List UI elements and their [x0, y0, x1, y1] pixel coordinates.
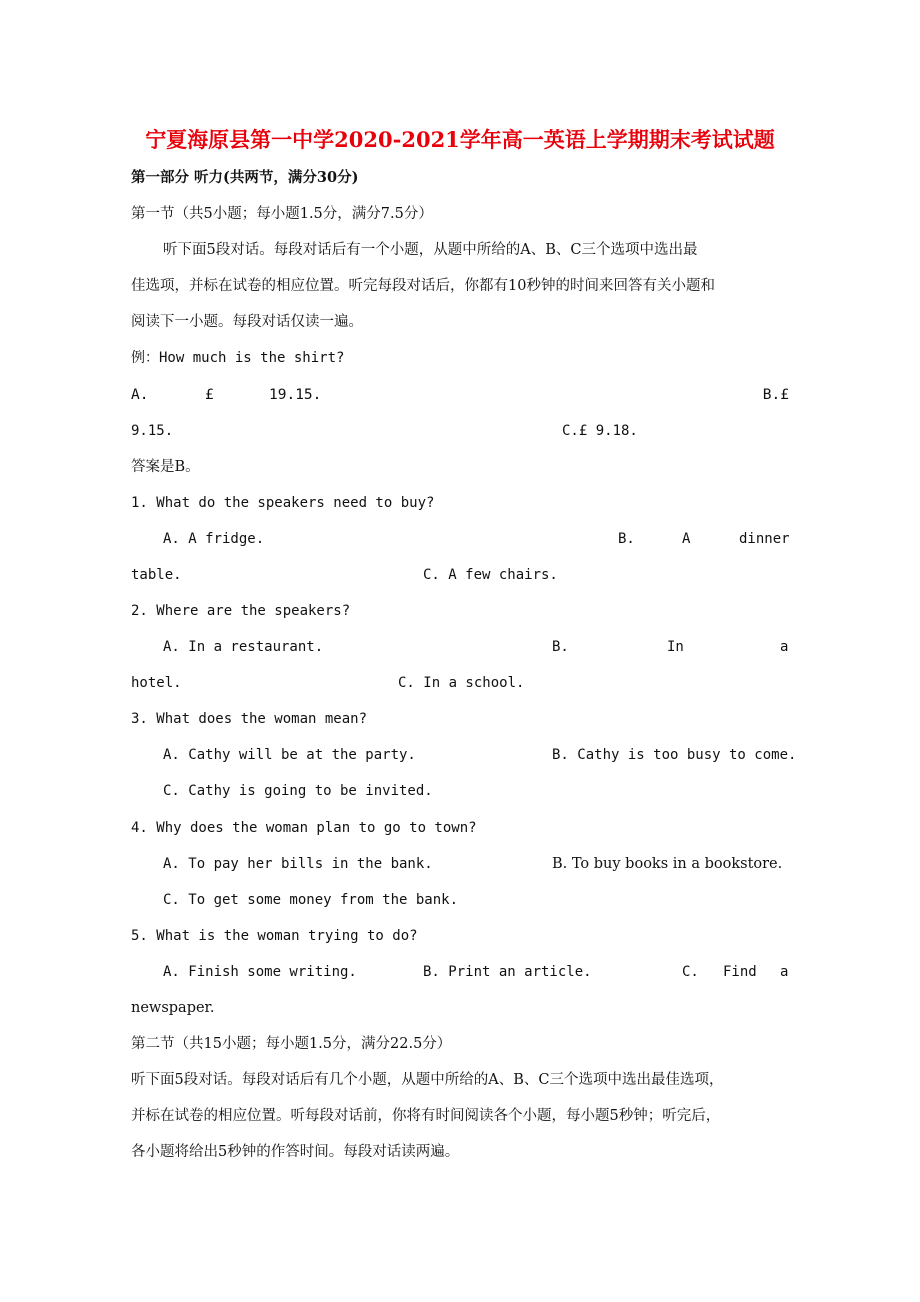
question-5: 5. What is the woman trying to do?	[131, 928, 418, 944]
q3-option-a: A. Cathy will be at the party.	[163, 747, 416, 763]
question-2: 2. Where are the speakers?	[131, 603, 351, 619]
section1-instruction-line: 阅读下一小题。每段对话仅读一遍。	[131, 314, 363, 330]
q3-option-c: C. Cathy is going to be invited.	[163, 783, 433, 799]
q1-option-b-end: table.	[131, 567, 182, 583]
q1-option-b-label: B.	[618, 531, 635, 547]
q1-option-c: C. A few chairs.	[423, 567, 558, 583]
section2-heading: 第二节（共15小题；每小题1.5分，满分22.5分）	[131, 1036, 452, 1052]
section2-instruction-line: 听下面5段对话。每段对话后有几个小题，从题中所给的A、B、C三个选项中选出最佳选项，	[131, 1072, 724, 1088]
example-option-c: C.£ 9.18.	[562, 423, 638, 439]
example-option-a-value: 19.15.	[269, 387, 322, 403]
q5-option-c-end: newspaper.	[131, 1000, 215, 1016]
example-option-b-label: B.£	[762, 387, 789, 403]
example-option-a-currency: £	[205, 387, 214, 403]
q2-option-b-word: In	[667, 639, 684, 655]
q5-option-c-word: a	[780, 964, 789, 980]
q1-option-a: A. A fridge.	[163, 531, 265, 547]
question-1: 1. What do the speakers need to buy?	[131, 495, 435, 511]
section2-instruction-line: 并标在试卷的相应位置。听每段对话前，你将有时间阅读各个小题，每小题5秒钟；听完后，	[131, 1108, 721, 1124]
example-question: 例：How much is the shirt?	[131, 350, 345, 366]
q2-option-b-end: hotel.	[131, 675, 182, 691]
section1-instruction-line: 听下面5段对话。每段对话后有一个小题，从题中所给的A、B、C三个选项中选出最	[163, 242, 698, 258]
example-option-b-value: 9.15.	[131, 423, 174, 439]
q3-option-b: B. Cathy is too busy to come.	[552, 747, 797, 763]
q2-option-b-label: B.	[552, 639, 569, 655]
question-3: 3. What does the woman mean?	[131, 711, 368, 727]
q1-option-b-word: dinner	[739, 531, 790, 547]
page-title: 宁夏海原县第一中学2020-2021学年高一英语上学期期末考试试题	[145, 127, 775, 152]
q4-option-c: C. To get some money from the bank.	[163, 892, 459, 908]
section2-instruction-line: 各小题将给出5秒钟的作答时间。每段对话读两遍。	[131, 1144, 460, 1160]
q2-option-a: A. In a restaurant.	[163, 639, 324, 655]
q2-option-b-word: a	[780, 639, 789, 655]
q5-option-b: B. Print an article.	[423, 964, 592, 980]
example-options-row	[131, 385, 789, 405]
part1-heading: 第一部分 听力(共两节，满分30分)	[131, 169, 359, 186]
q2-option-c: C. In a school.	[398, 675, 525, 691]
example-option-a-label: A.	[131, 387, 149, 403]
q1-option-b-word: A	[682, 531, 691, 547]
section1-instruction-line: 佳选项，并标在试卷的相应位置。听完每段对话后，你都有10秒钟的时间来回答有关小题和	[131, 278, 715, 294]
section1-heading: 第一节（共5小题；每小题1.5分，满分7.5分）	[131, 206, 433, 222]
question-4: 4. Why does the woman plan to go to town?	[131, 820, 477, 836]
q5-option-a: A. Finish some writing.	[163, 964, 357, 980]
q4-option-b: B. To buy books in a bookstore.	[552, 856, 783, 872]
q5-option-c-word: Find	[723, 964, 757, 980]
q4-option-a: A. To pay her bills in the bank.	[163, 856, 433, 872]
example-answer: 答案是B。	[131, 459, 200, 475]
q5-option-c-label: C.	[682, 964, 699, 980]
